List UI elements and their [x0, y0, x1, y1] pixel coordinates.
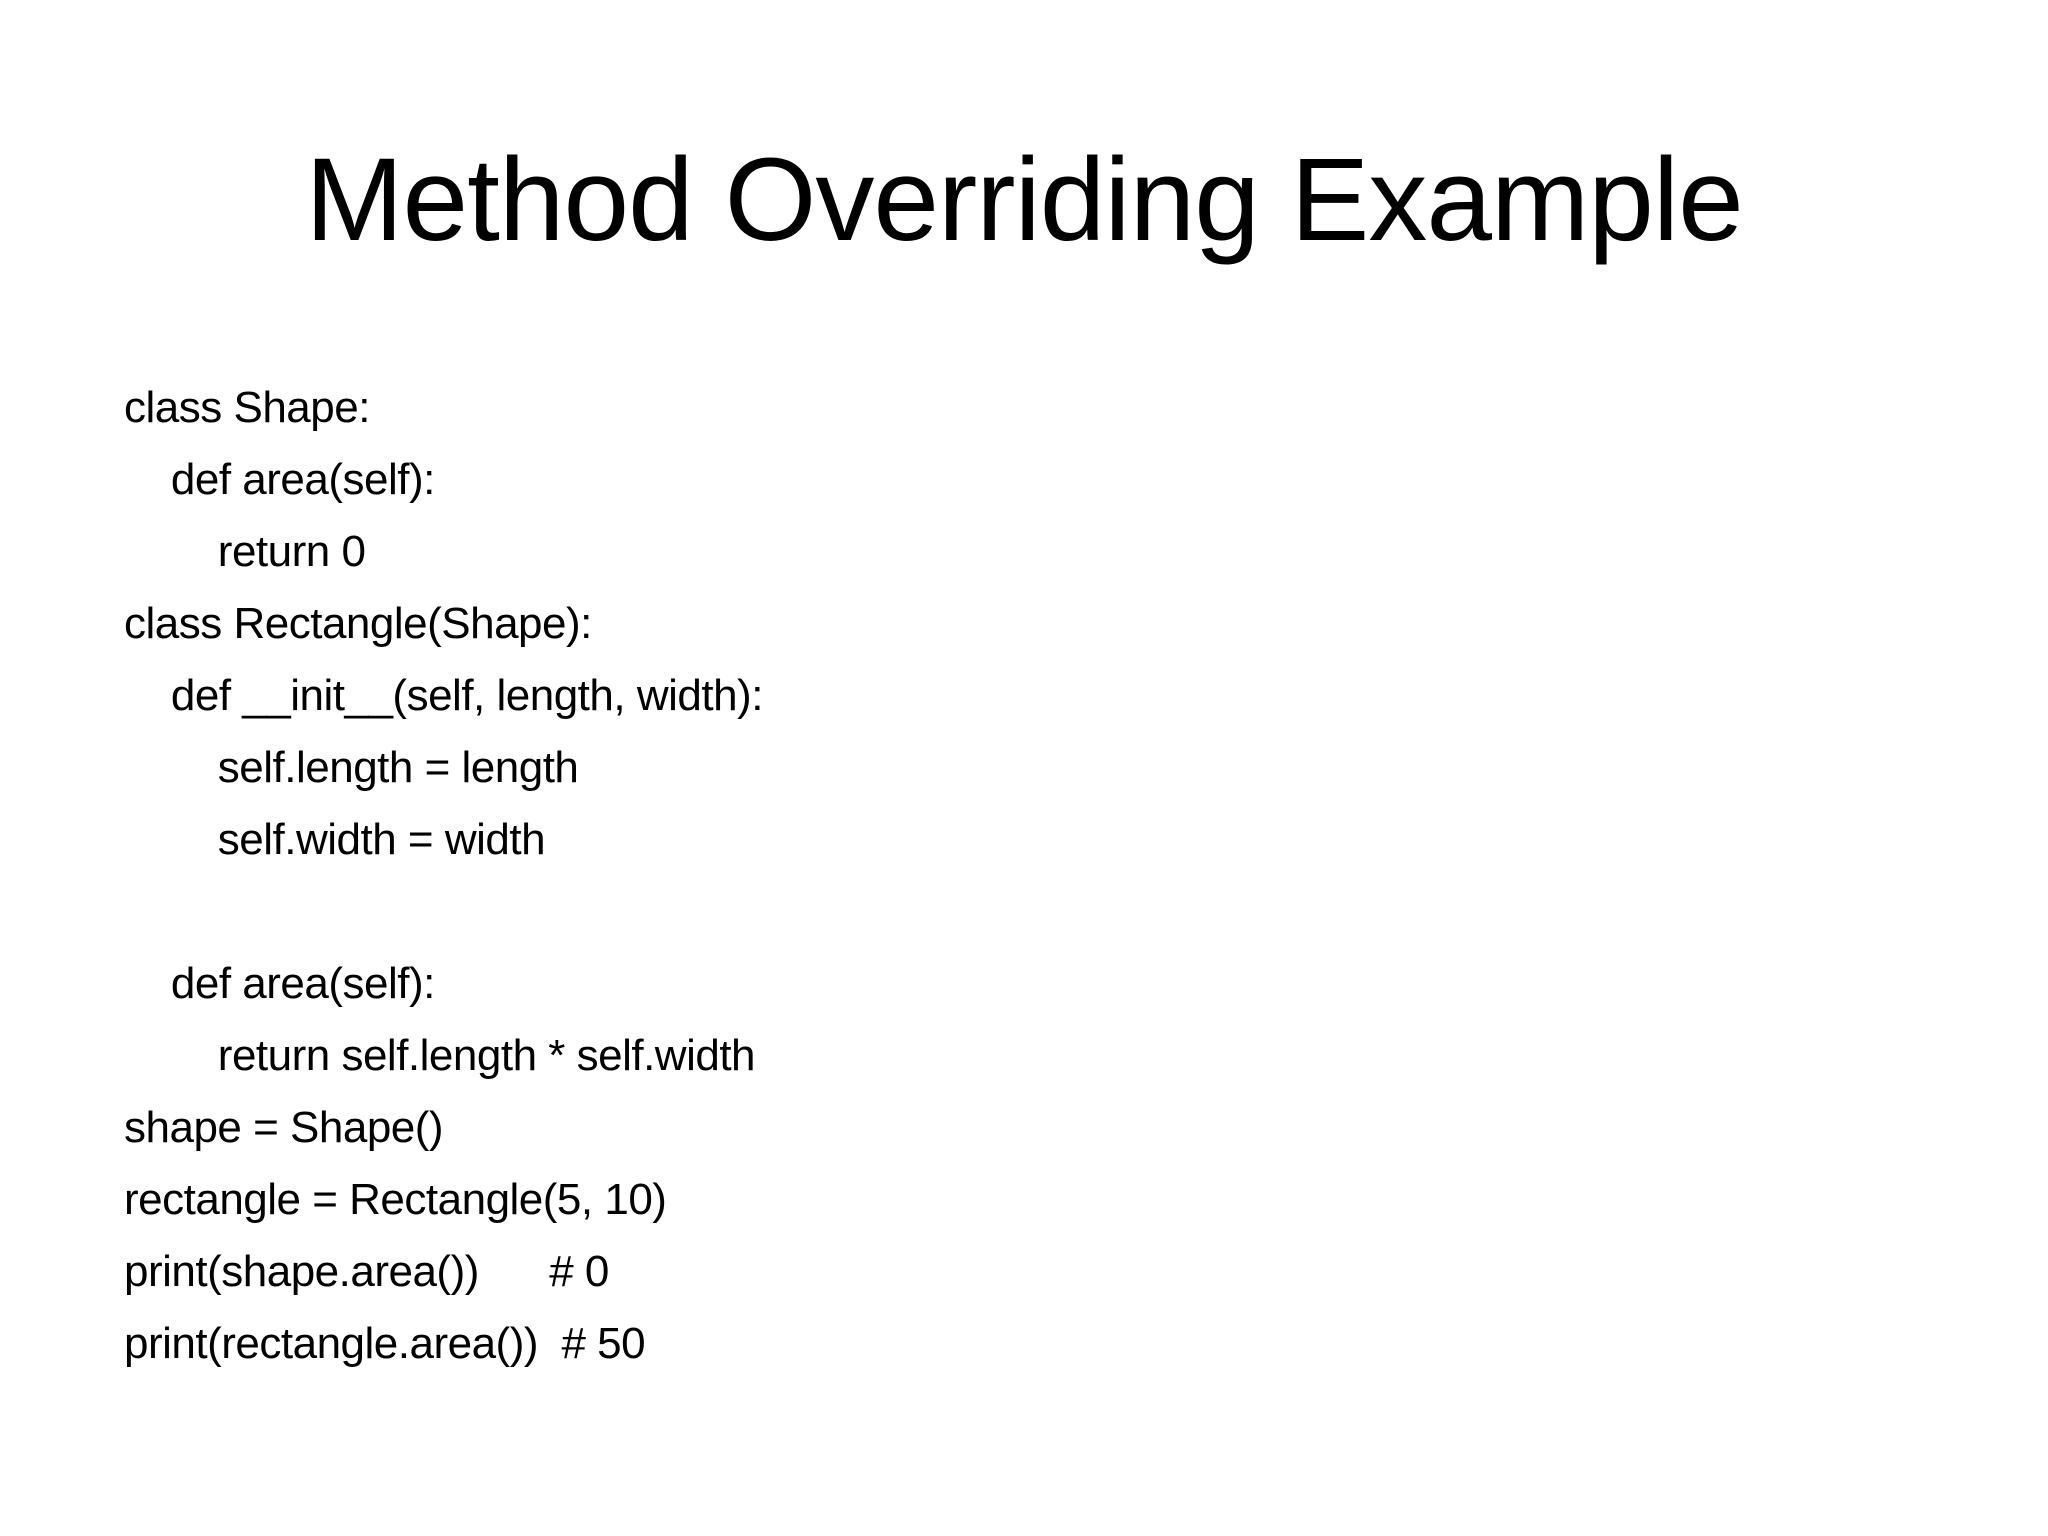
code-line: self.width = width	[124, 815, 546, 864]
slide-title: Method Overriding Example	[305, 134, 1743, 266]
code-line: def __init__(self, length, width):	[124, 671, 763, 720]
code-block	[124, 372, 763, 1380]
code-line-blank	[124, 876, 763, 948]
code-line: class Rectangle(Shape):	[124, 599, 592, 648]
code-line: print(rectangle.area()) # 50	[124, 1319, 646, 1368]
code-line: return 0	[124, 527, 366, 576]
code-line: return self.length * self.width	[124, 1031, 756, 1080]
code-line: def area(self):	[124, 455, 435, 504]
code-line: self.length = length	[124, 743, 579, 792]
code-line: def area(self):	[124, 959, 435, 1008]
code-line: shape = Shape()	[124, 1103, 444, 1152]
code-line: class Shape:	[124, 383, 370, 432]
code-line: rectangle = Rectangle(5, 10)	[124, 1175, 667, 1224]
code-line: print(shape.area()) # 0	[124, 1247, 609, 1296]
